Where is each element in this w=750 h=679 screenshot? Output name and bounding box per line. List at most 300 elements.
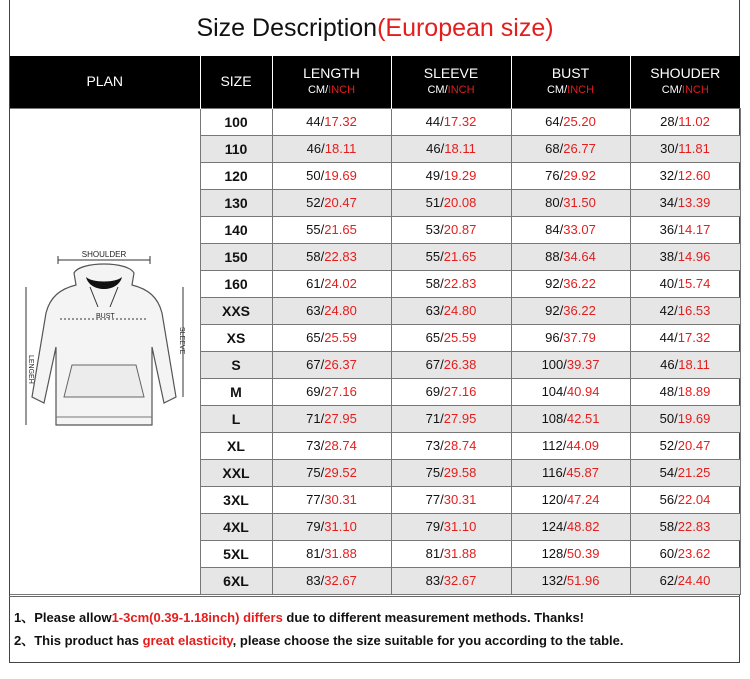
length-cell (272, 459, 391, 486)
length-inch-value: 26.37 (324, 356, 357, 372)
length-cell (272, 135, 391, 162)
sleeve-cm-value: 75 (425, 464, 441, 480)
size-cell: S (200, 351, 272, 378)
sleeve-cell (391, 540, 511, 567)
shoulder-inch-value: 11.81 (678, 140, 710, 156)
bust-inch-value: 25.20 (563, 113, 596, 129)
length-cell (272, 567, 391, 594)
sleeve-inch-value: 17.32 (443, 113, 477, 129)
unit-separator: / (559, 329, 564, 345)
unit-separator: / (674, 329, 678, 345)
sleeve-cell (391, 567, 511, 594)
unit-separator: / (320, 248, 325, 264)
bust-cm-value: 76 (545, 167, 560, 183)
shoulder-cm-value: 28 (660, 113, 675, 129)
size-table (10, 56, 741, 595)
header-sleeve (391, 56, 511, 108)
unit-separator: / (320, 383, 325, 399)
length-cell (272, 540, 391, 567)
shoulder-cm-value: 60 (659, 545, 675, 561)
note-2-prefix: 2、This product has (14, 633, 143, 648)
unit-separator: / (674, 140, 679, 156)
bust-cell (511, 513, 630, 540)
sleeve-inch-value: 20.08 (443, 194, 477, 210)
shoulder-cm-value: 48 (659, 383, 675, 399)
unit-separator: / (440, 572, 444, 588)
unit-separator: / (674, 437, 678, 453)
unit-separator: / (674, 221, 678, 237)
shoulder-cm-value: 52 (659, 437, 675, 453)
shoulder-cell (630, 189, 740, 216)
shoulder-cm-value: 38 (659, 248, 675, 264)
unit-separator: / (440, 275, 444, 291)
unit-separator: / (563, 518, 567, 534)
length-cm-value: 44 (306, 113, 321, 129)
bust-cm-value: 108 (541, 410, 564, 426)
unit-separator: / (320, 518, 325, 534)
title-accent: (European size) (377, 14, 554, 42)
sleeve-cm-value: 79 (425, 518, 441, 534)
bust-inch-value: 33.07 (563, 221, 596, 237)
bust-cell (511, 189, 630, 216)
unit-separator: / (559, 140, 564, 156)
shoulder-cm-value: 36 (659, 221, 675, 237)
sleeve-cell (391, 432, 511, 459)
diagram-label-length: LENGEH (26, 354, 34, 384)
sleeve-inch-value: 32.67 (443, 572, 477, 588)
length-inch-value: 27.95 (324, 410, 357, 426)
unit-separator: / (674, 464, 678, 480)
unit-separator: / (674, 302, 678, 318)
bust-cm-value: 92 (545, 275, 560, 291)
note-2-highlight: great elasticity (142, 633, 233, 648)
length-cm-value: 52 (306, 194, 321, 210)
bust-cm-value: 88 (545, 248, 560, 264)
diagram-label-bust: BUST (95, 312, 115, 320)
length-inch-value: 20.47 (324, 194, 357, 210)
unit-separator: / (674, 383, 678, 399)
length-cell (272, 486, 391, 513)
note-2-suffix: , please choose the size suitable for you according to the table. (232, 633, 624, 648)
sleeve-cm-value: 55 (425, 248, 441, 264)
unit-separator: / (320, 437, 325, 453)
bust-inch-value: 45.87 (566, 464, 599, 480)
length-cm-value: 83 (306, 572, 321, 588)
unit-separator: / (440, 167, 444, 183)
shoulder-cell (630, 243, 740, 270)
length-cm-value: 46 (306, 140, 322, 156)
size-cell: 130 (200, 189, 272, 216)
bust-inch-value: 34.64 (563, 248, 596, 264)
unit-separator: / (440, 545, 444, 561)
unit-separator: / (440, 302, 444, 318)
size-cell: XXL (200, 459, 272, 486)
unit-separator: / (320, 464, 325, 480)
bust-cm-value: 84 (545, 221, 560, 237)
size-cell: XS (200, 324, 272, 351)
unit-separator: / (674, 113, 679, 129)
shoulder-inch-value: 14.17 (677, 221, 711, 237)
sleeve-inch-value: 31.10 (443, 518, 477, 534)
sleeve-cell (391, 297, 511, 324)
header-bust-label: BUST (551, 64, 590, 81)
unit-separator: / (563, 491, 567, 507)
unit-separator: / (674, 491, 678, 507)
shoulder-cm-value: 56 (659, 491, 675, 507)
unit-separator: / (674, 572, 678, 588)
sleeve-inch-value: 25.59 (443, 329, 477, 345)
bust-cell (511, 324, 630, 351)
shoulder-cm-value: 54 (659, 464, 675, 480)
unit-separator: / (320, 113, 325, 129)
size-table-body (10, 108, 740, 594)
unit-inch: INCH (681, 83, 709, 96)
length-cm-value: 79 (306, 518, 321, 534)
size-cell: 150 (200, 243, 272, 270)
bust-cm-value: 112 (542, 437, 563, 453)
bust-inch-value: 29.92 (563, 167, 596, 183)
shoulder-cm-value: 40 (659, 275, 675, 291)
sleeve-inch-value: 29.58 (443, 464, 477, 480)
length-cm-value: 55 (306, 221, 321, 237)
shoulder-cm-value: 58 (659, 518, 675, 534)
note-1-suffix: due to different measurement methods. Thanks! (282, 610, 585, 625)
bust-inch-value: 37.79 (563, 329, 596, 345)
shoulder-inch-value: 12.60 (677, 167, 711, 183)
bust-cm-value: 128 (541, 545, 564, 561)
size-cell: M (200, 378, 272, 405)
sleeve-inch-value: 24.80 (443, 302, 477, 318)
bust-inch-value: 36.22 (563, 275, 596, 291)
sleeve-cm-value: 51 (425, 194, 441, 210)
bust-cell (511, 162, 630, 189)
length-cm-value: 65 (306, 329, 321, 345)
length-inch-value: 17.32 (324, 113, 357, 129)
sleeve-cell (391, 162, 511, 189)
unit-separator: / (320, 572, 325, 588)
unit-separator: / (559, 275, 564, 291)
sleeve-cm-value: 46 (426, 140, 441, 156)
shoulder-inch-value: 16.53 (677, 302, 711, 318)
unit-inch: INCH (567, 83, 595, 96)
sleeve-inch-value: 27.16 (443, 383, 477, 399)
bust-cell (511, 378, 630, 405)
size-cell: 110 (200, 135, 272, 162)
unit-separator: / (674, 356, 679, 372)
sleeve-cm-value: 81 (425, 545, 441, 561)
table-row (10, 108, 740, 135)
unit-cm: CM/ (546, 83, 568, 96)
sleeve-inch-value: 18.11 (444, 140, 476, 156)
shoulder-inch-value: 24.40 (677, 572, 711, 588)
shoulder-inch-value: 22.83 (677, 518, 711, 534)
size-cell: 120 (200, 162, 272, 189)
unit-separator: / (559, 221, 564, 237)
sleeve-cell (391, 378, 511, 405)
note-1 (14, 606, 623, 629)
sleeve-cell (391, 324, 511, 351)
shoulder-inch-value: 13.39 (677, 194, 711, 210)
bust-cell (511, 405, 630, 432)
sleeve-cell (391, 243, 511, 270)
sleeve-cell (391, 189, 511, 216)
length-inch-value: 19.69 (324, 167, 357, 183)
header-length-unit (273, 82, 391, 99)
length-cm-value: 67 (306, 356, 321, 372)
unit-inch: INCH (447, 83, 475, 96)
shoulder-inch-value: 17.32 (677, 329, 711, 345)
unit-separator: / (559, 113, 564, 129)
unit-separator: / (320, 545, 325, 561)
unit-separator: / (674, 167, 678, 183)
unit-separator: / (440, 464, 444, 480)
unit-separator: / (320, 167, 325, 183)
sleeve-cm-value: 58 (425, 275, 441, 291)
size-cell: 100 (200, 108, 272, 135)
bust-cm-value: 116 (542, 464, 563, 480)
length-cm-value: 50 (306, 167, 321, 183)
bust-cell (511, 216, 630, 243)
sleeve-cell (391, 351, 511, 378)
unit-separator: / (562, 464, 567, 480)
bust-cm-value: 100 (541, 356, 564, 372)
bust-inch-value: 42.51 (566, 410, 600, 426)
length-cm-value: 61 (306, 275, 321, 291)
bust-cm-value: 64 (545, 113, 560, 129)
unit-separator: / (563, 545, 567, 561)
shoulder-cell (630, 405, 740, 432)
length-inch-value: 29.52 (324, 464, 357, 480)
unit-cm: CM/ (307, 83, 329, 96)
bust-inch-value: 31.50 (563, 194, 596, 210)
shoulder-inch-value: 11.02 (678, 113, 710, 129)
unit-cm: CM/ (427, 83, 448, 96)
header-length (272, 56, 391, 108)
length-cell (272, 270, 391, 297)
unit-inch: INCH (328, 83, 356, 96)
size-cell: 6XL (200, 567, 272, 594)
unit-separator: / (440, 491, 444, 507)
shoulder-inch-value: 15.74 (677, 275, 711, 291)
diagram-label-sleeve: SLEEVE (177, 326, 185, 354)
unit-separator: / (320, 329, 325, 345)
shoulder-inch-value: 23.62 (677, 545, 711, 561)
shoulder-cm-value: 34 (659, 194, 675, 210)
bust-cell (511, 567, 630, 594)
sleeve-inch-value: 20.87 (443, 221, 477, 237)
bust-inch-value: 40.94 (566, 383, 600, 399)
length-cell (272, 189, 391, 216)
bust-cell (511, 297, 630, 324)
shoulder-inch-value: 22.04 (677, 491, 711, 507)
sleeve-cm-value: 71 (425, 410, 441, 426)
unit-separator: / (674, 545, 678, 561)
unit-separator: / (440, 194, 444, 210)
unit-separator: / (320, 302, 325, 318)
shoulder-inch-value: 18.11 (678, 356, 710, 372)
hoodie-diagram (20, 247, 190, 447)
length-cell (272, 351, 391, 378)
sleeve-cm-value: 65 (425, 329, 441, 345)
shoulder-cm-value: 32 (659, 167, 675, 183)
sleeve-cell (391, 108, 511, 135)
length-cm-value: 69 (306, 383, 321, 399)
sleeve-inch-value: 26.38 (443, 356, 477, 372)
sleeve-inch-value: 21.65 (443, 248, 477, 264)
bust-inch-value: 26.77 (563, 140, 596, 156)
length-cell (272, 243, 391, 270)
bust-inch-value: 47.24 (566, 491, 600, 507)
length-inch-value: 28.74 (324, 437, 357, 453)
sleeve-inch-value: 19.29 (443, 167, 477, 183)
length-cell (272, 216, 391, 243)
shoulder-cell (630, 270, 740, 297)
shoulder-cell (630, 297, 740, 324)
length-cm-value: 71 (306, 410, 321, 426)
size-cell: L (200, 405, 272, 432)
shoulder-cm-value: 46 (660, 356, 675, 372)
sleeve-cell (391, 405, 511, 432)
sleeve-inch-value: 31.88 (443, 545, 477, 561)
shoulder-cm-value: 62 (659, 572, 675, 588)
shoulder-cell (630, 459, 740, 486)
bust-cell (511, 270, 630, 297)
bust-cm-value: 96 (545, 329, 560, 345)
length-cell (272, 378, 391, 405)
bust-cm-value: 104 (541, 383, 564, 399)
size-cell: XL (200, 432, 272, 459)
unit-separator: / (563, 356, 567, 372)
sleeve-cell (391, 270, 511, 297)
length-cell (272, 324, 391, 351)
shoulder-cell (630, 216, 740, 243)
length-cell (272, 162, 391, 189)
sleeve-cm-value: 77 (425, 491, 441, 507)
length-cell (272, 108, 391, 135)
length-inch-value: 24.02 (324, 275, 357, 291)
shoulder-cell (630, 351, 740, 378)
note-1-highlight: 1-3cm(0.39-1.18inch) differs (111, 610, 283, 625)
hoodie-diagram-cell (10, 108, 200, 594)
length-cm-value: 77 (306, 491, 321, 507)
shoulder-cell (630, 513, 740, 540)
shoulder-cm-value: 44 (659, 329, 675, 345)
front-pocket (64, 365, 144, 397)
unit-separator: / (674, 410, 678, 426)
header-plan: PLAN (10, 56, 200, 108)
unit-separator: / (563, 572, 567, 588)
sleeve-cell (391, 513, 511, 540)
header-size: SIZE (200, 56, 272, 108)
size-cell: 5XL (200, 540, 272, 567)
size-cell: 140 (200, 216, 272, 243)
length-inch-value: 32.67 (324, 572, 357, 588)
length-inch-value: 21.65 (324, 221, 357, 237)
sleeve-cm-value: 83 (425, 572, 441, 588)
unit-separator: / (440, 248, 444, 264)
bust-cm-value: 120 (541, 491, 564, 507)
length-cm-value: 63 (306, 302, 321, 318)
sleeve-cm-value: 53 (425, 221, 441, 237)
bust-cm-value: 80 (545, 194, 560, 210)
header-row (10, 56, 740, 108)
length-cm-value: 73 (306, 437, 321, 453)
unit-separator: / (674, 248, 678, 264)
unit-separator: / (674, 275, 678, 291)
unit-separator: / (559, 194, 564, 210)
bust-cell (511, 243, 630, 270)
sleeve-cm-value: 44 (425, 113, 441, 129)
unit-separator: / (563, 410, 567, 426)
bust-cm-value: 124 (541, 518, 564, 534)
length-inch-value: 24.80 (324, 302, 357, 318)
bust-cell (511, 459, 630, 486)
bust-inch-value: 44.09 (566, 437, 599, 453)
length-inch-value: 27.16 (324, 383, 357, 399)
sleeve-cm-value: 67 (425, 356, 441, 372)
sleeve-cell (391, 216, 511, 243)
unit-separator: / (320, 194, 325, 210)
sleeve-cm-value: 73 (425, 437, 441, 453)
bust-cell (511, 108, 630, 135)
notes (14, 606, 623, 652)
length-cell (272, 297, 391, 324)
length-inch-value: 18.11 (324, 140, 357, 156)
unit-separator: / (321, 140, 325, 156)
unit-separator: / (674, 194, 678, 210)
shoulder-cell (630, 135, 740, 162)
unit-separator: / (674, 518, 678, 534)
shoulder-cm-value: 42 (659, 302, 675, 318)
sleeve-cell (391, 459, 511, 486)
unit-separator: / (320, 356, 325, 372)
unit-separator: / (562, 437, 567, 453)
sleeve-cell (391, 135, 511, 162)
sleeve-cell (391, 486, 511, 513)
sleeve-cm-value: 49 (425, 167, 441, 183)
bust-cell (511, 135, 630, 162)
shoulder-inch-value: 21.25 (677, 464, 711, 480)
length-inch-value: 31.88 (324, 545, 357, 561)
shoulder-cell (630, 108, 740, 135)
page-title (0, 0, 750, 56)
bust-cm-value: 132 (541, 572, 564, 588)
size-cell: 4XL (200, 513, 272, 540)
note-1-prefix: 1、Please allow (14, 610, 112, 625)
bust-cell (511, 540, 630, 567)
unit-separator: / (440, 383, 444, 399)
unit-separator: / (440, 221, 444, 237)
shoulder-inch-value: 14.96 (677, 248, 711, 264)
length-cm-value: 81 (306, 545, 321, 561)
header-shoulder (630, 56, 740, 108)
length-cell (272, 405, 391, 432)
size-cell: 160 (200, 270, 272, 297)
bust-cell (511, 351, 630, 378)
length-inch-value: 30.31 (324, 491, 357, 507)
header-bust-unit (512, 82, 630, 99)
shoulder-cell (630, 567, 740, 594)
sleeve-inch-value: 30.31 (443, 491, 477, 507)
unit-separator: / (440, 140, 445, 156)
sleeve-cm-value: 63 (425, 302, 441, 318)
shoulder-inch-value: 18.89 (677, 383, 711, 399)
unit-separator: / (320, 275, 325, 291)
header-shoulder-label: SHOUDER (650, 64, 721, 81)
length-cell (272, 432, 391, 459)
unit-separator: / (440, 410, 444, 426)
unit-separator: / (440, 518, 444, 534)
